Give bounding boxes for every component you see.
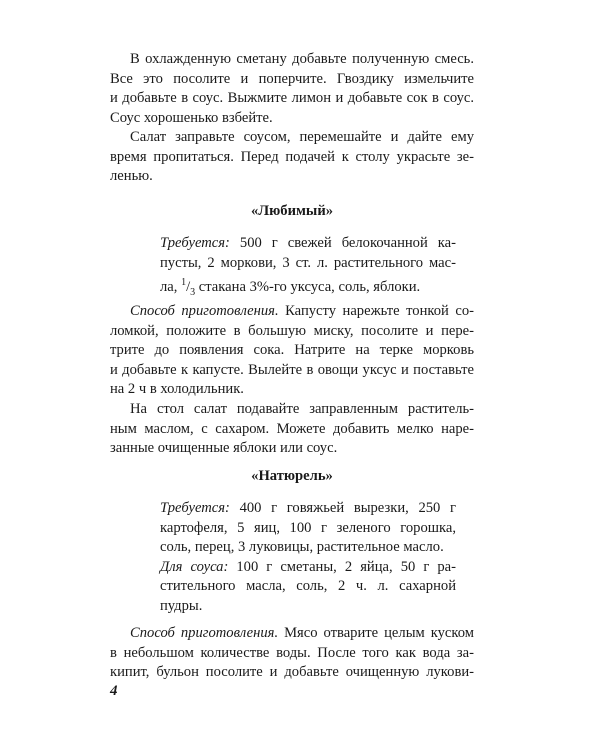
fraction-numerator: 1 bbox=[181, 277, 187, 289]
recipe-ingredients bbox=[160, 499, 456, 617]
recipe-method bbox=[110, 624, 474, 683]
text-span: 500 г свежей белокочанной ка- bbox=[229, 235, 456, 251]
text-line: стительного масла, соль, 2 ч. л. сахарной bbox=[160, 578, 456, 595]
recipe-method bbox=[110, 302, 474, 459]
text-line: в небольшом количестве воды. После того как вода за- bbox=[110, 644, 474, 661]
text-line: На стол салат подавайте заправленным раститель- bbox=[130, 400, 474, 417]
text-span: 100 г сметаны, 2 яйца, 50 г ра- bbox=[228, 558, 456, 575]
text-line bbox=[160, 234, 456, 254]
text-line: пусты, 2 моркови, 3 ст. л. растительного мас- bbox=[160, 254, 456, 271]
text-span: стакана 3%-го уксуса, соль, яблоки. bbox=[195, 279, 421, 296]
text-span: 400 г говяжьей вырезки, 250 г bbox=[229, 500, 456, 516]
paragraph-dressing bbox=[110, 128, 474, 187]
text-line: трите до появления сока. Натрите на терке морковь bbox=[110, 342, 474, 359]
recipe-ingredients bbox=[160, 234, 456, 298]
text-line: занные очищенные яблоки или соус. bbox=[110, 440, 338, 457]
text-line bbox=[110, 624, 474, 644]
text-line: В охлажденную сметану добавьте полученную смесь. bbox=[130, 51, 474, 67]
requirements-label: Требуется: bbox=[160, 235, 230, 251]
text-line: и добавьте к капусте. Вылейте в овощи уксус и поставьте bbox=[110, 361, 474, 378]
text-line bbox=[160, 558, 456, 578]
text-span: Мясо отварите целым куском bbox=[278, 625, 474, 641]
text-line: время пропитаться. Перед подачей к столу украсьте зе- bbox=[110, 148, 474, 165]
recipe-title-lyubimy: «Любимый» bbox=[250, 203, 334, 219]
text-line bbox=[110, 302, 474, 322]
page-number: 4 bbox=[110, 683, 118, 699]
sauce-label: Для соуса: bbox=[160, 558, 229, 575]
text-span: Капусту нарежьте тонкой со- bbox=[278, 303, 475, 319]
text-line bbox=[160, 499, 456, 519]
text-line: ленью. bbox=[110, 168, 153, 185]
text-line: на 2 ч в холодильник. bbox=[110, 381, 244, 398]
method-label: Способ приготовления. bbox=[130, 625, 279, 641]
fraction-denominator: 3 bbox=[190, 286, 196, 298]
text-line: картофеля, 5 яиц, 100 г зеленого горошка, bbox=[160, 519, 456, 536]
text-line: Соус хорошенько взбейте. bbox=[110, 109, 273, 126]
text-line: ла, $^1/_3$ стакана 3%-го уксуса, соль, яблоки. bbox=[160, 277, 421, 298]
text-line: пудры. bbox=[160, 597, 203, 614]
text-line: ломкой, положите в большую миску, посолите и пере- bbox=[110, 322, 474, 339]
paragraph-sauce bbox=[110, 50, 474, 128]
text-line: Все это посолите и поперчите. Гвоздику измельчите bbox=[110, 70, 474, 87]
text-line: Салат заправьте соусом, перемешайте и дайте ему bbox=[130, 129, 474, 145]
method-label: Способ приготовления. bbox=[130, 303, 279, 319]
text-line: соль, перец, 3 луковицы, растительное масло. bbox=[160, 539, 444, 556]
text-line: кипит, бульон посолите и добавьте очищенную лукови- bbox=[110, 664, 474, 681]
requirements-label: Требуется: bbox=[160, 500, 230, 516]
text-line: и добавьте в соус. Выжмите лимон и добавьте сок в соус. bbox=[110, 90, 474, 107]
text-line: ным маслом, с сахаром. Можете добавить мелко наре- bbox=[110, 420, 474, 437]
recipe-title-naturel: «Натюрель» bbox=[251, 468, 333, 484]
text-span: ла, bbox=[160, 279, 182, 296]
